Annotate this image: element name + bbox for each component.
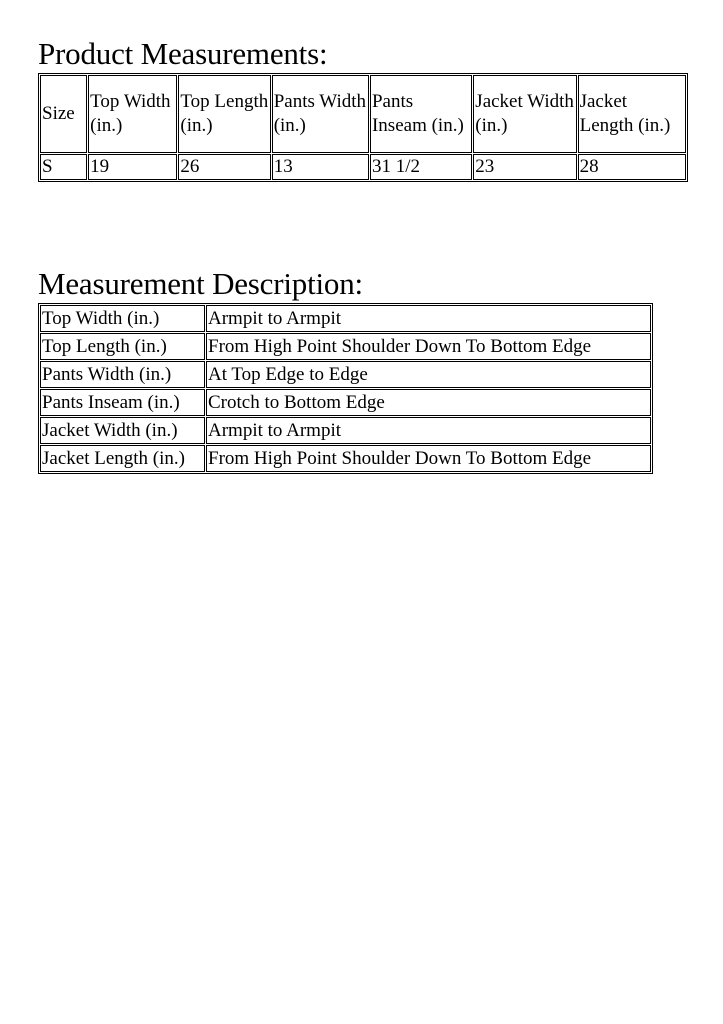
measurement-description-table [38, 303, 653, 474]
cell-size: S [40, 154, 87, 180]
header-jacket-length: Jacket Length (in.) [578, 75, 686, 153]
description-term: Jacket Width (in.) [40, 417, 205, 444]
description-text: From High Point Shoulder Down To Bottom Edge [206, 333, 651, 360]
cell-pants-inseam: 31 1/2 [370, 154, 472, 180]
description-text: From High Point Shoulder Down To Bottom Edge [206, 445, 651, 472]
table-row [40, 389, 651, 416]
table-row [40, 417, 651, 444]
cell-jacket-width: 23 [473, 154, 576, 180]
header-size: Size [40, 75, 87, 153]
description-text: Armpit to Armpit [206, 305, 651, 332]
description-term: Jacket Length (in.) [40, 445, 205, 472]
description-text: Armpit to Armpit [206, 417, 651, 444]
description-term: Top Width (in.) [40, 305, 205, 332]
cell-jacket-length: 28 [578, 154, 686, 180]
cell-top-length: 26 [178, 154, 270, 180]
description-term: Pants Width (in.) [40, 361, 205, 388]
table-header-row [40, 75, 686, 153]
header-jacket-width: Jacket Width (in.) [473, 75, 576, 153]
measurement-description-title: Measurement Description: [38, 266, 363, 301]
table-row [40, 305, 651, 332]
description-term: Pants Inseam (in.) [40, 389, 205, 416]
table-row [40, 154, 686, 180]
header-top-width: Top Width (in.) [88, 75, 177, 153]
description-text: At Top Edge to Edge [206, 361, 651, 388]
table-row [40, 333, 651, 360]
table-row [40, 445, 651, 472]
header-pants-inseam: Pants Inseam (in.) [370, 75, 472, 153]
description-term: Top Length (in.) [40, 333, 205, 360]
product-measurements-table [38, 73, 688, 182]
description-text: Crotch to Bottom Edge [206, 389, 651, 416]
cell-top-width: 19 [88, 154, 177, 180]
header-top-length: Top Length (in.) [178, 75, 270, 153]
product-measurements-title: Product Measurements: [38, 36, 328, 71]
header-pants-width: Pants Width (in.) [272, 75, 369, 153]
table-row [40, 361, 651, 388]
cell-pants-width: 13 [272, 154, 369, 180]
